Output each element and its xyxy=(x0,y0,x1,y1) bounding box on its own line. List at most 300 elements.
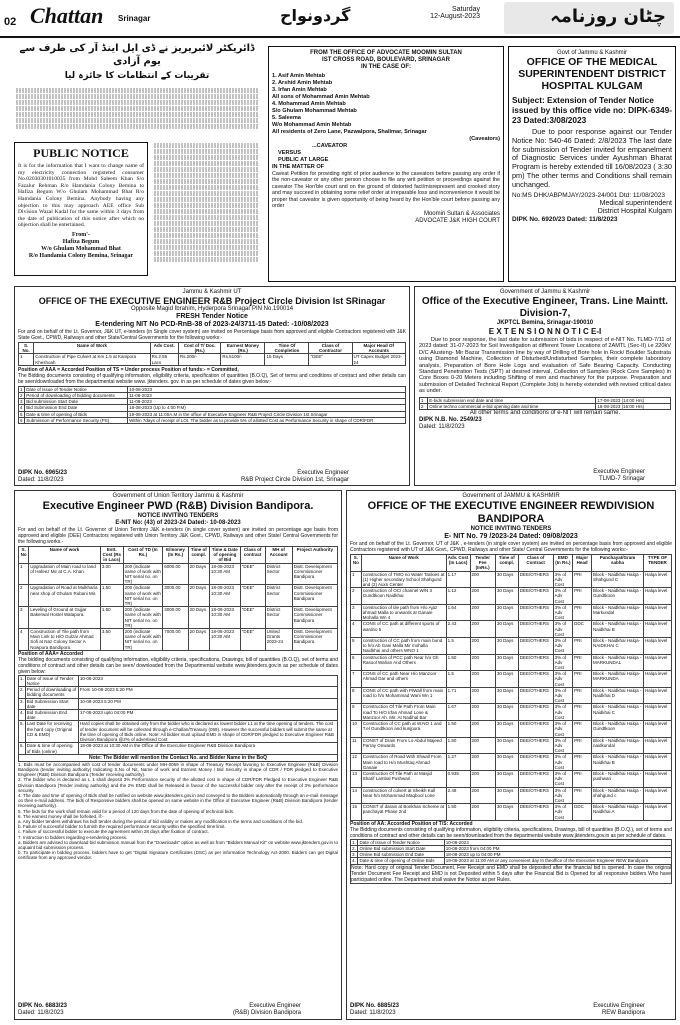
table-cell: 30 Days xyxy=(495,588,518,605)
table-cell: 0.935 xyxy=(446,770,470,787)
table-cell: 200 xyxy=(470,638,495,655)
table-cell: 5. xyxy=(19,721,26,743)
table-cell: 200 (indicate name of work with NIT serial no. on TR) xyxy=(124,585,161,607)
table-cell: 1.64 xyxy=(446,604,470,621)
table-cell: 1 xyxy=(19,386,25,392)
table-cell: 11-08-2023 xyxy=(128,393,406,399)
schedule-row xyxy=(19,743,338,754)
table-cell: 3 xyxy=(19,399,25,405)
term-item: b. To participate in bidding process, bidders have to get "Digital Signature Certificates (DSC) as per information Technology Act-2000. Bidders can get Digital certificate from any approved vendor. xyxy=(18,850,338,861)
table-cell: 3% of Adv Cost xyxy=(553,588,573,605)
kulgam-subject: Subject: Extension of Tender Notice issued by this office vide no: DIPK-6349-23 Dated:3/08/2023 xyxy=(512,95,672,125)
header-cell: Name of Work xyxy=(361,555,446,572)
table-cell: Date of Issue of Tender Notice xyxy=(25,675,78,686)
table-cell: 10-08-2023 xyxy=(128,386,406,392)
table-cell: 20 Days xyxy=(188,629,209,651)
table-cell: 18-08-2023 (16:00 Hrs) xyxy=(596,403,671,409)
table-cell: Date & time of opening of Online Bids xyxy=(358,858,444,864)
table-cell: DEE/OTHERS xyxy=(518,787,553,804)
table-cell: 20 Days xyxy=(188,607,209,629)
table-cell: 18-08-2023 10:30 AM xyxy=(209,607,240,629)
table-cell: 3% of Adv Cost xyxy=(553,704,573,721)
rb-tender xyxy=(14,286,410,486)
table-cell: 3% of Adv Cost xyxy=(553,737,573,754)
table-cell: 30 Days xyxy=(495,754,518,771)
table-row xyxy=(351,804,672,821)
table-cell: 10-08-2023 xyxy=(78,675,337,686)
header-cell: Time & Date of opening of Bid xyxy=(209,547,240,564)
table-cell: 10-08-2023 from 04:00 PM xyxy=(444,845,671,851)
rew-sign2: REW Bandipora xyxy=(601,1010,645,1016)
table-cell: 200 xyxy=(470,571,495,588)
advocate-caveat xyxy=(268,46,504,282)
table-cell: Block - Naidkhai Halqa - Naidkhai B xyxy=(592,621,644,638)
brand-logo: Chattan xyxy=(30,3,104,28)
caveator-name: All residents of Zero Lane, Pazwalpora, Shalimar, Srinagar xyxy=(272,129,427,135)
table-cell: Block - Naidkhai Halqa - shahgund c xyxy=(592,787,644,804)
pwd-nit: NOTICE INVITING TENDERS xyxy=(137,513,219,519)
table-cell: 3000.00 xyxy=(163,585,188,607)
table-cell: Online Bid submission End Date xyxy=(358,852,444,858)
table-cell: Halqa level xyxy=(643,621,671,638)
table-cell: DEE/OTHERS xyxy=(518,804,553,821)
rb-sign: Executive Engineer xyxy=(297,470,349,476)
table-cell: PRI xyxy=(573,654,592,671)
table-cell: 30 Days xyxy=(495,571,518,588)
table-cell: 200 xyxy=(470,687,495,704)
table-cell: PRI xyxy=(573,787,592,804)
term-item: 7. Instruction to bidders regarding e-tendering process. xyxy=(18,834,128,840)
table-cell: Halqa level xyxy=(643,704,671,721)
table-cell: Bid Submission End date xyxy=(25,710,78,721)
table-cell: DEE/OTHERS xyxy=(518,770,553,787)
table-row xyxy=(19,607,338,629)
table-cell: 1 xyxy=(420,397,428,403)
table-cell: Block - Naidkhai Halqa - MARKUNDAL xyxy=(592,654,644,671)
rb-intro: For and on behalf of the Lt. Governor, J&K UT, e-tenders (in Single cover system) are invited on Percentage basis from approved and eligible Contractors registered with J&K State Govt., CPWD, Railways and other State/Central Governments for the following works:- xyxy=(18,329,406,341)
pwd-dated: Dated: 11/8/2023 xyxy=(18,1010,64,1016)
table-cell: Halqa level xyxy=(643,770,671,787)
table-cell: 1.50 xyxy=(446,721,470,738)
table-cell: 30 Days xyxy=(495,638,518,655)
table-cell: Distt. Development Commissioner Bandipora xyxy=(292,629,337,651)
term-item: c. Failure of successful bidder to execute the agreement within 28 days after fixation of contract. xyxy=(18,829,209,835)
table-cell: 15 Days xyxy=(265,354,309,365)
rb-title: OFFICE OF THE EXECUTIVE ENGINEER R&B Project Circle Division Ist SRinagar xyxy=(38,296,386,306)
table-cell: Block - Naidkhai Halqa-Markundal xyxy=(592,604,644,621)
table-cell: 17-08-2023 (14:00 Hrs) xyxy=(596,397,671,403)
pwd-govt: Government of Union Territory Jammu & Kashmir xyxy=(112,493,244,499)
trans-extension: E X T E N S I O N N O T I C E-I xyxy=(488,327,602,336)
table-cell: Rs.200/- xyxy=(178,354,220,365)
table-cell: 10-08-2023 5:20 PM xyxy=(78,698,337,709)
table-cell: 200 xyxy=(470,621,495,638)
term-item: 1. Bids must be accompanied with cost of tender documents under MH-0059 in shape of Treasury Receipt favoring to Executive Engineer (R&B) Division Bandipora (tender inviting authority) Indicating S.No of Nit, Name of work and Earnest Money / Bid Security in shape of CDR / FDR pledged to Executive Engineer (R&B) Division Bandipora (Tender receiving authority). xyxy=(18,761,338,778)
table-cell: Online Bid submission Start Date xyxy=(358,845,444,851)
table-cell: CONS of CC path Near H/o Manzoor Ahmad Dar and others xyxy=(361,671,446,688)
page-number: 02 xyxy=(4,16,17,28)
table-cell: 30 Days xyxy=(495,704,518,721)
table-cell: CONS of CC path with P/Wall from main road to h/o Mohammad Wani Wn 1 xyxy=(361,687,446,704)
table-cell: Submission of Performance Security (PS) xyxy=(25,417,128,423)
table-cell: CONST of darain at Bonkhan Scheme at panchayat Phase 2nd xyxy=(361,804,446,821)
header-cell: Project Authority xyxy=(292,547,337,564)
table-row xyxy=(19,563,338,585)
table-cell: 3% of Adv Cost xyxy=(553,654,573,671)
table-row xyxy=(351,704,672,721)
table-cell: 10-08-2023 xyxy=(444,839,671,845)
table-row xyxy=(19,585,338,607)
table-cell: PRI xyxy=(573,588,592,605)
table-cell: 7000.00 xyxy=(163,629,188,651)
table-cell: Block - Naidkhai Halqa - Naidkhai A xyxy=(592,804,644,821)
table-cell: construction of PCC path Near h/o Gh Rasool Wahan And Others xyxy=(361,654,446,671)
table-cell: 200 (indicate name of work with NIT serial no. on TR) xyxy=(124,607,161,628)
table-cell: DDC xyxy=(573,804,592,821)
rb-govt: Jammu & Kashmir UT xyxy=(182,289,242,295)
table-cell: E-bids submission end date and time xyxy=(428,397,596,403)
table-cell: PRI xyxy=(573,604,592,621)
table-cell: Construction Of Tile Path at Masjid Sharif Lambal Pushwari xyxy=(361,770,446,787)
table-cell: 3 xyxy=(351,604,362,621)
table-cell: District Sector xyxy=(265,607,292,629)
table-cell: PRI xyxy=(573,704,592,721)
table-cell: Halqa level xyxy=(643,687,671,704)
table-cell: 1.5 xyxy=(446,638,470,655)
header-cell: EMD (In Rs.) xyxy=(553,555,573,572)
table-cell: Upgradation of Main road to land of Hafeez Mir at C.A. Khan. xyxy=(29,563,101,585)
table-cell: PRI xyxy=(573,571,592,588)
pwd-works-table xyxy=(18,546,338,651)
table-cell: 1.50 xyxy=(446,737,470,754)
masthead-logo: چٹان روزنامہ xyxy=(504,2,674,34)
table-row xyxy=(351,687,672,704)
table-cell: DEE/OTHERS xyxy=(518,621,553,638)
pwd-title: Executive Engineer PWD (R&B) Division Bandipora. xyxy=(42,500,314,512)
table-cell: 4. xyxy=(351,858,358,864)
pwd-tender xyxy=(14,490,342,1020)
table-cell: 30 Days xyxy=(495,654,518,671)
table-cell: Block - Naidkhai Halqa-naidkundal xyxy=(592,737,644,754)
table-cell: DEE/OTHERS xyxy=(518,571,553,588)
table-row xyxy=(351,604,672,621)
table-cell: 30 Days xyxy=(495,621,518,638)
urdu-text xyxy=(12,88,262,129)
caveator-name: 2. Arshid Amin Mehtab xyxy=(272,80,333,86)
table-cell: 200 xyxy=(470,754,495,771)
table-cell: 6. xyxy=(19,743,26,754)
table-cell: Hard copies shall be obtained only from the bidder who is declared as lowest bidder L1 at the time opening of tenders. The cost of tender document will be collected through e-Challan/Treasury (059). However the successful bidders will submit the same at the time of opening of Bids online. Note: All bidder must upload EMD in shape of CDR/FDR pledged to Executive Engineer R&B Division Bandipora @2% of advertised Cost xyxy=(78,721,337,743)
table-cell: 9 xyxy=(351,704,362,721)
table-cell: Block - Naidkhai Halqa-NAIDKHAI C xyxy=(592,638,644,655)
caveator-name: S/o Ghulam Mohammad Mehtab xyxy=(272,108,357,114)
table-cell: Period of downloading of bidding documents xyxy=(25,393,128,399)
table-row xyxy=(351,654,672,671)
table-cell: Halqa level xyxy=(643,604,671,621)
table-cell: 1.50 xyxy=(446,654,470,671)
kulgam-sign2: District Hospital Kulgam xyxy=(597,207,672,215)
table-cell: Online techno commercial e-bid opening date and time xyxy=(428,403,596,409)
table-cell: From 10-08-2023 5:20 PM xyxy=(78,687,337,698)
table-cell: Construction of Pipe Culvert at Km 1.5 at Kanipora Kheshoah xyxy=(34,354,150,365)
table-cell: Leveling of Ground at Gujjar Bakerwal Hostel Watapora. xyxy=(29,607,101,629)
table-cell: 200 xyxy=(470,770,495,787)
trans-body: Due to poor response, the last date for submission of bids in respect of e-NIT No. TLMD-7/11 of 2023 dated: 31-07-2023 for Soil Investigation at different Tower Locations of 2AMTL (Sec-II) i.e 220kV D/C Alusteng- Mir Bazar Transmission line by way of Drilling of Bore hole in Rock/ Boulder Substrata using Diamond Machine, Collection of Disturbed/Undisturbed Samples, their complete laboratory analysis, Preparation of Bore Hole Logs and evaluation of Safe Bearing Capacity. Conducting Standard Penetration Tests (SPT) at desired interval, Collection of Samples (Rock Core Samples) in Core Boxes 0-20 Meters including Shifting of men and machinery for the purpose. Preparation and submission of Detailed Technical Report (Complete Job) is hereby extended with revised critical dates as under. xyxy=(419,337,671,395)
table-cell: 3% of Adv Cost xyxy=(553,787,573,804)
table-cell: 6 xyxy=(19,417,25,423)
header-cell: Panchayat/Gram sabha xyxy=(592,555,644,572)
header-cell: MH of Account xyxy=(265,547,292,564)
table-cell: DEE/OTHERS xyxy=(518,721,553,738)
term-item: 6. The earnest money shall be forfeited, if:- xyxy=(18,813,104,819)
schedule-row xyxy=(19,710,338,721)
table-cell: 30 Days xyxy=(495,770,518,787)
table-cell: Distt. Development Commissioner Bandipora xyxy=(292,585,337,607)
table-cell: DEE/OTHERS xyxy=(518,704,553,721)
table-cell: 20 Days xyxy=(188,585,209,607)
table-cell: 1 xyxy=(19,354,34,365)
table-cell: Halqa level xyxy=(643,721,671,738)
table-cell: PRI xyxy=(573,671,592,688)
trans-sign2: TLMD-7 Srinagar xyxy=(598,476,645,482)
table-cell: 30 Days xyxy=(495,737,518,754)
caveators-label: (Caveators) xyxy=(469,136,500,142)
kulgam-ref: No:MS DHK/ABPMJAY/2023-24/001 Dtd: 11/08/2023 xyxy=(512,191,665,199)
table-cell: 1.67 xyxy=(446,704,470,721)
pwd-schedule xyxy=(18,675,338,755)
table-cell: Halqa level xyxy=(643,588,671,605)
table-cell: DEE/OTHERS xyxy=(518,588,553,605)
table-cell: Block - Naidkhai Halqa-MARKUNDA xyxy=(592,671,644,688)
table-row xyxy=(351,571,672,588)
pwd-note: Note: The Bidder will mention the Contact No. and Bidder Name in the BoQ xyxy=(18,755,338,762)
rew-body: The Bidding documents consisting of qualifying information, eligibility criteria, specifications, Drawings, bill of quantities (B.O.Q.), set of terms and conditions of contract and other details can be seen/downloaded from the departmental website www.jktenders.gov.in as per schedule of dates. xyxy=(350,826,672,839)
kulgam-title: OFFICE OF THE MEDICAL SUPERINTENDENT DISTRICT HOSPITAL KULGAM xyxy=(518,56,666,92)
table-cell: Halqa level xyxy=(643,654,671,671)
section-title: گردونواح xyxy=(280,6,351,25)
table-cell: construction of CC path from main bund to h/o Ab Gani Malla Mir mohalla Naidkhai and others WNO 1 xyxy=(361,638,446,655)
table-cell: 3 xyxy=(19,607,29,629)
table-cell: 30 Days xyxy=(495,721,518,738)
rb-body: The Bidding documents consisting of qualifying information, eligibility criteria, specification of quantities (B.O.Q), Set of terms and conditions of contract and other details can be seen/downloaded from the departmental website www. jktenders. gov. in as per schedule of dates given below:- xyxy=(18,372,406,385)
table-cell: District Sector xyxy=(265,563,292,585)
table-cell: 200 xyxy=(470,804,495,821)
table-cell: Halqa level xyxy=(643,571,671,588)
table-cell: Construction of CC path at W.NO 1 and T.el Gundtkoon and kunjpora xyxy=(361,721,446,738)
table-cell: 3% of Adv Cost xyxy=(553,754,573,771)
header-cell: Earnest Money (Rs.) xyxy=(221,343,265,354)
table-cell: Halqa level xyxy=(643,638,671,655)
advocate-office: FROM THE OFFICE OF ADVOCATE MOOMIN SULTAN xyxy=(310,50,462,56)
table-cell: Block - Naidkhai Halqa - Gundtkoon xyxy=(592,721,644,738)
rb-position: Position of AAA = Accorded Position of TS = Under process Position of funds:- = Committed, xyxy=(18,366,239,373)
table-cell: 3% of Adv Cost xyxy=(553,721,573,738)
trans-dates xyxy=(419,397,671,410)
header-cell: Major Head Of Accounts xyxy=(352,343,405,354)
rew-intro: For and on behalf of the Lt. Governor, UT of J&K , e-tenders (in single cover system) are invited on percentage basis from approved and eligible Contractors registered with UT of J&K Govt., CPWD, Railways and other State/ Central Governments for the following works:- xyxy=(350,541,672,553)
kulgam-body: Due to poor response against our Tender Notice No: 540-46 Dated: 2/8/2023 The last date for submission of Tender invited for empanelment of Diagnostic Services under Ayushman Bharat Program is hereby extended till 16/08/2023 ( 3:30 pm) The other terms and Conditions shall remain unchanged. xyxy=(512,127,672,189)
table-cell: "DEE" xyxy=(240,629,265,651)
table-row xyxy=(351,754,672,771)
table-header xyxy=(19,547,338,564)
term-item: a. Bidders are advised to download bid submission manual from the "Downloads" option as well as from "Bidders Manual Kit" on website www.jktenders.gov.in to acquaint bid submission process. xyxy=(18,839,338,850)
rb-enit: E-tendering NIT No PCD-RnB-38 of 2023-24/3711-15 Dated: -10/08/2023 xyxy=(95,321,329,328)
table-cell: 3% of Adv Cost xyxy=(553,571,573,588)
term-item: 2. The bidder who is declared as L 1 shall deposit 3% Performance security of the allotted cost in shape of CDR/FDR Pledged to Executive Engineer R&B Division Bandipora (Tender inviting authority) and the 2% EMD shall be Released in favour of the successful bidder only after the receipt of 3% performance security. xyxy=(18,777,338,793)
trans-address: JKPTCL Bemina, Srinagar-190010 xyxy=(496,320,594,326)
rew-dated: Dated: 11/8/2023 xyxy=(350,1010,396,1016)
table-cell: Distt. Development Commissioner Bandipora xyxy=(292,607,337,629)
trans-line-notice xyxy=(414,286,676,486)
table-cell: PRI xyxy=(573,770,592,787)
table-row xyxy=(351,770,672,787)
table-cell: 30 Days xyxy=(495,804,518,821)
kulgam-notice xyxy=(508,46,676,282)
table-cell: 2 xyxy=(351,588,362,605)
table-cell: Block - Naidkhai Halqa - pushwari xyxy=(592,770,644,787)
term-item: 4. The date and time of opening of Bids shall be notified on website www.jktenders.gov.in and conveyed to the Bidders automatically through an e-mail message on their e-mail address. The bids of Responsive bidders shall be opened on same website in the Office of Executive Engineer (R&B) Division Bandipora (tender receiving authority). xyxy=(18,792,338,809)
table-cell: 1.50 xyxy=(446,804,470,821)
masthead xyxy=(0,0,680,38)
table-cell: 200 (indicate name of work with NIT serial no. on TR) xyxy=(124,563,161,585)
table-cell: construction of OC/ channel W/N 3 Gundtkoon Naidkhai xyxy=(361,588,446,605)
advocate-signature: Moomin Sultan & Associates xyxy=(423,211,500,218)
table-cell: 2.43 xyxy=(446,621,470,638)
table-cell: "DEE" xyxy=(240,585,265,607)
table-cell: District Sector xyxy=(265,585,292,607)
table-cell: 3000.00 xyxy=(163,607,188,629)
table-cell: Halqa level xyxy=(643,804,671,821)
table-cell: 11 xyxy=(351,737,362,754)
from-label: From'- xyxy=(72,231,90,238)
table-cell: 4. xyxy=(19,710,26,721)
caveator-name: 4. Mohammad Amin Mehtab xyxy=(272,101,346,107)
table-cell: 2 xyxy=(19,585,29,607)
table-cell: DEE/OTHERS xyxy=(518,638,553,655)
advocate-address: IST CROSS ROAD, BOULEVARD, SRINAGAR xyxy=(322,57,450,63)
schedule-row xyxy=(19,687,338,698)
rew-dipk: DIPK No. 6885/23 xyxy=(350,1003,400,1009)
table-cell: 4 xyxy=(19,629,29,651)
kulgam-sign: Medical superintendent xyxy=(599,199,672,207)
table-cell: 3% of Adv Cost xyxy=(553,804,573,821)
trans-dated: Dated: 11/8/2023 xyxy=(419,424,465,431)
caveator-label: ...CAVEATOR xyxy=(312,143,348,149)
caveat-body: Caveat Petition for providing right of prior audience to the caveators before passing any order if the non-caveator or any other person choose to file any writ petition or proceedings against the caveator The Hon'ble court and on the ground of distorted fact/misrepresent and crooked story and may succeed in obtaining some relief order at irreparable loss and inconvenience it would be proper that caveator is given opportunity of being heard by the Hon'ble court before passing any order xyxy=(272,171,500,210)
trans-sign: Executive Engineer xyxy=(593,469,645,475)
table-cell: Bid Submission Start date xyxy=(25,698,78,709)
table-cell: DDC xyxy=(573,621,592,638)
table-cell: 14 xyxy=(351,787,362,804)
date-row xyxy=(420,403,671,409)
table-cell: Bid Submission End Date xyxy=(25,405,128,411)
pwd-sign2: (R&B) Division Bandipora xyxy=(232,1010,301,1016)
rb-address: Opposite Magid Ibrahim, Hyderpora Srinagar PIN No.190014 xyxy=(130,306,294,312)
table-cell: 7 xyxy=(351,671,362,688)
table-cell: DEE/OTHERS xyxy=(518,687,553,704)
caveator-name: W/o Mohammad Amin Mehtab xyxy=(272,122,352,128)
table-cell: DEE/OTHERS xyxy=(518,754,553,771)
table-cell: 200 xyxy=(470,654,495,671)
table-cell: Distt. Development Commissioner Bandipora xyxy=(292,563,337,585)
table-cell: 200 xyxy=(470,721,495,738)
table-cell: 4 xyxy=(351,621,362,638)
public-notice xyxy=(14,142,148,276)
table-cell: Within 7days of receipt of LOI. The bidder as to provide 5% of allotted Cost as Performance Security in shape of CDR/FDR xyxy=(128,417,406,423)
table-cell: 1.5 xyxy=(446,671,470,688)
trans-govt: Government of Jammu & Kashmir xyxy=(499,289,591,295)
table-cell: 1.50 xyxy=(100,585,123,607)
rb-dipk: DIPK No. 6965/23 xyxy=(18,470,68,476)
rew-sign: Executive Engineer xyxy=(593,1003,645,1009)
table-cell: PRI xyxy=(573,737,592,754)
header-cell: Major Head xyxy=(573,555,592,572)
table-cell: construction of tile path from H/o Ajaz ahmad Malla to onwards at Ganaie Mohalla Wn 4 xyxy=(361,604,446,621)
table-cell: United Grants 2023-24 xyxy=(265,629,292,651)
table-cell: 17-08-2023 upto 04:00 PM xyxy=(78,710,337,721)
table-cell: 200 xyxy=(470,787,495,804)
table-cell: DEE/OTHERS xyxy=(518,671,553,688)
table-cell: 3.00 xyxy=(100,563,123,585)
table-row xyxy=(19,629,338,651)
table-cell: 3. xyxy=(351,852,358,858)
trans-footnote: All other terms and conditions of e-NIT will remain same. xyxy=(469,410,621,417)
table-cell: 18-08-2023 10:30 AM xyxy=(209,629,240,651)
table-row xyxy=(351,621,672,638)
table-cell: Bid submission Start Date xyxy=(25,399,128,405)
rew-enit: E- NIT No. 79 /2023-24 Dated: 09/08/2023 xyxy=(444,533,578,540)
rb-dated: Dated: 11/8/2023 xyxy=(18,477,64,483)
table-cell: 20 Days xyxy=(188,563,209,585)
public-label: PUBLIC AT LARGE xyxy=(278,157,329,163)
table-row xyxy=(351,671,672,688)
table-cell: "DEE" xyxy=(309,354,352,365)
term-item: 5. The bids for the work shall remain valid for a period of 120 days from the date of opening of technical bids. xyxy=(18,808,235,814)
table-cell: 18-08-2023 at 10:30 AM in the Office of the Executive Engineer R&B Division Bandipora xyxy=(78,743,337,754)
header-cell: Tender Fee (InRs.) xyxy=(470,555,495,572)
table-row xyxy=(351,721,672,738)
table-cell: Halqa level xyxy=(643,787,671,804)
kulgam-govt: Govt of Jammu & Kashmir xyxy=(556,50,628,56)
rew-govt: Government of JAMMU & KASHMIR xyxy=(462,493,560,499)
rew-position: Position of AA: Accorded Position of T/S: Accorded xyxy=(350,820,473,827)
header-cell: TYPE OF TENDER xyxy=(643,555,671,572)
table-cell: Period of downloading of bidding documents xyxy=(25,687,78,698)
table-cell: 30 Days xyxy=(495,687,518,704)
header-cell: S. No xyxy=(19,547,29,564)
table-cell: 2. xyxy=(351,845,358,851)
table-cell: Date of Issue of Tender Notice xyxy=(358,839,444,845)
table-cell: PRI xyxy=(573,638,592,655)
rew-nit: NOTICE INVITING TENDERS xyxy=(470,526,552,532)
table-cell: construction of culvert at Sheikh Kull Near h/o Mohammad Maqbool Lone xyxy=(361,787,446,804)
table-cell: Block - Naidkhai Halqa - Naidkhai D xyxy=(592,687,644,704)
table-cell: Block - Naidkhai Halqa - Naidkhai B xyxy=(592,754,644,771)
brand-subtitle: Srinagar xyxy=(118,14,151,23)
header-cell: Time Of Completion xyxy=(265,343,309,354)
table-cell: 30 Days xyxy=(495,787,518,804)
table-cell: 18-08-2023 10:30 AM xyxy=(209,585,240,607)
table-cell: 2. xyxy=(19,687,26,698)
table-cell: 19-08-2023 at 11:00A.M in the office of Executive Engineer R&B Project Circle Division 1st Srinagar xyxy=(128,411,406,417)
table-cell: 3% of Adv Cost xyxy=(553,671,573,688)
table-cell: 200 (indicate name of work with NIT serial no. on TR) xyxy=(124,629,161,650)
header-cell: Estt. Cost (Rs in Lacs) xyxy=(100,547,123,564)
signatory-relation: W/o Ghulam Mohammad Bhat xyxy=(41,245,121,252)
table-cell: 1.50 xyxy=(100,607,123,629)
table-cell: 1.12 xyxy=(446,588,470,605)
pwd-body: The bidding documents consisting of qualifying information, eligibility criteria, specifications, Drawings, bill of quantities (B.O.Q), set of terms and conditions of contract and other details can be seen/ downloaded from the Departmental website www.jktenders.gov.in as per schedule of dates given below: xyxy=(18,656,338,675)
